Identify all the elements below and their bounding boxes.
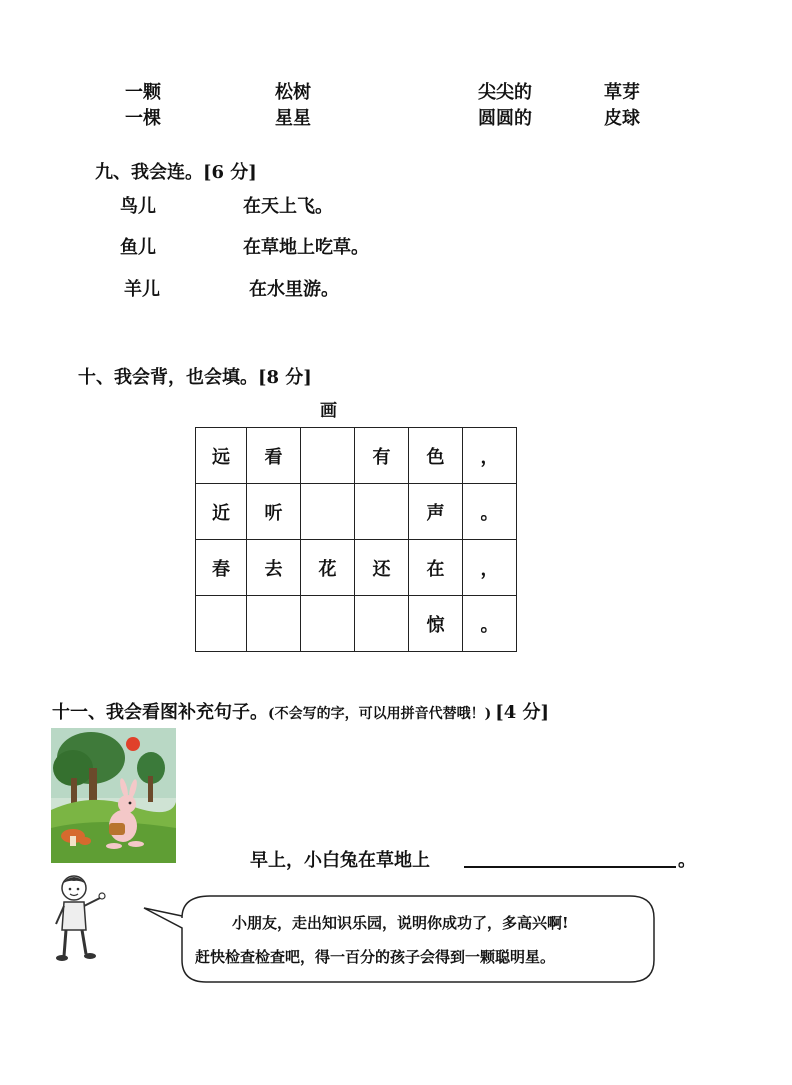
- section9-title: 九、我会连。[6 分]: [95, 162, 257, 183]
- poem-cell: 色: [409, 428, 463, 484]
- poem-cell-blank[interactable]: [301, 484, 355, 540]
- answer-blank-line[interactable]: [464, 866, 676, 868]
- poem-cell: ，: [463, 540, 517, 596]
- section11-title-score: [4 分]: [495, 702, 550, 723]
- poem-cell: ，: [463, 428, 517, 484]
- word-left-a: 一颗: [125, 82, 161, 103]
- poem-cell-blank[interactable]: [196, 596, 247, 652]
- closing-line-2: 赶快检查检查吧，得一百分的孩子会得到一颗聪明星。: [195, 948, 556, 966]
- poem-cell: 。: [463, 484, 517, 540]
- poem-row: [196, 484, 517, 540]
- section11-title-main: 十一、我会看图补充句子。: [52, 702, 268, 723]
- poem-cell: 远: [196, 428, 247, 484]
- poem-cell: 花: [301, 540, 355, 596]
- s9-subject-3: 羊儿: [124, 279, 160, 300]
- sentence-end: 。: [678, 850, 696, 871]
- poem-row: [196, 596, 517, 652]
- word-right-mid-b: 皮球: [604, 108, 640, 129]
- word-right-mid-a: 草芽: [604, 82, 640, 103]
- poem-row: [196, 428, 517, 484]
- sentence-prompt: 早上，小白兔在草地上: [250, 850, 430, 871]
- poem-cell: 声: [409, 484, 463, 540]
- word-mid-b: 星星: [275, 108, 311, 129]
- poem-cell-blank[interactable]: [355, 596, 409, 652]
- word-mid-a: 松树: [275, 82, 311, 103]
- word-left-b: 一棵: [125, 108, 161, 129]
- poem-cell: 在: [409, 540, 463, 596]
- rabbit-illustration: [51, 728, 176, 863]
- poem-row: [196, 540, 517, 596]
- section11-title-note: (不会写的字，可以用拼音代替哦！): [268, 706, 492, 722]
- word-right-left-b: 圆圆的: [478, 108, 532, 129]
- poem-cell: 有: [355, 428, 409, 484]
- poem-cell: 看: [247, 428, 301, 484]
- poem-cell: 惊: [409, 596, 463, 652]
- poem-cell: 听: [247, 484, 301, 540]
- boy-illustration: [50, 872, 115, 972]
- poem-cell-blank[interactable]: [247, 596, 301, 652]
- poem-cell: 近: [196, 484, 247, 540]
- poem-cell: 还: [355, 540, 409, 596]
- poem-cell: 去: [247, 540, 301, 596]
- s9-subject-2: 鱼儿: [120, 237, 156, 258]
- speech-bubble: [140, 890, 660, 986]
- poem-cell-blank[interactable]: [301, 428, 355, 484]
- poem-cell-blank[interactable]: [355, 484, 409, 540]
- s9-predicate-3: 在水里游。: [249, 279, 339, 300]
- section10-title: 十、我会背，也会填。[8 分]: [78, 367, 312, 388]
- closing-line-1: 小朋友，走出知识乐园，说明你成功了，多高兴啊!: [232, 914, 569, 932]
- word-right-left-a: 尖尖的: [478, 82, 532, 103]
- section11-title: [52, 698, 549, 724]
- poem-title: 画: [320, 401, 337, 421]
- poem-cell: 春: [196, 540, 247, 596]
- poem-cell-blank[interactable]: [301, 596, 355, 652]
- poem-grid: [195, 427, 517, 652]
- poem-cell: 。: [463, 596, 517, 652]
- s9-predicate-1: 在天上飞。: [243, 196, 333, 217]
- s9-predicate-2: 在草地上吃草。: [243, 237, 369, 258]
- s9-subject-1: 鸟儿: [120, 196, 156, 217]
